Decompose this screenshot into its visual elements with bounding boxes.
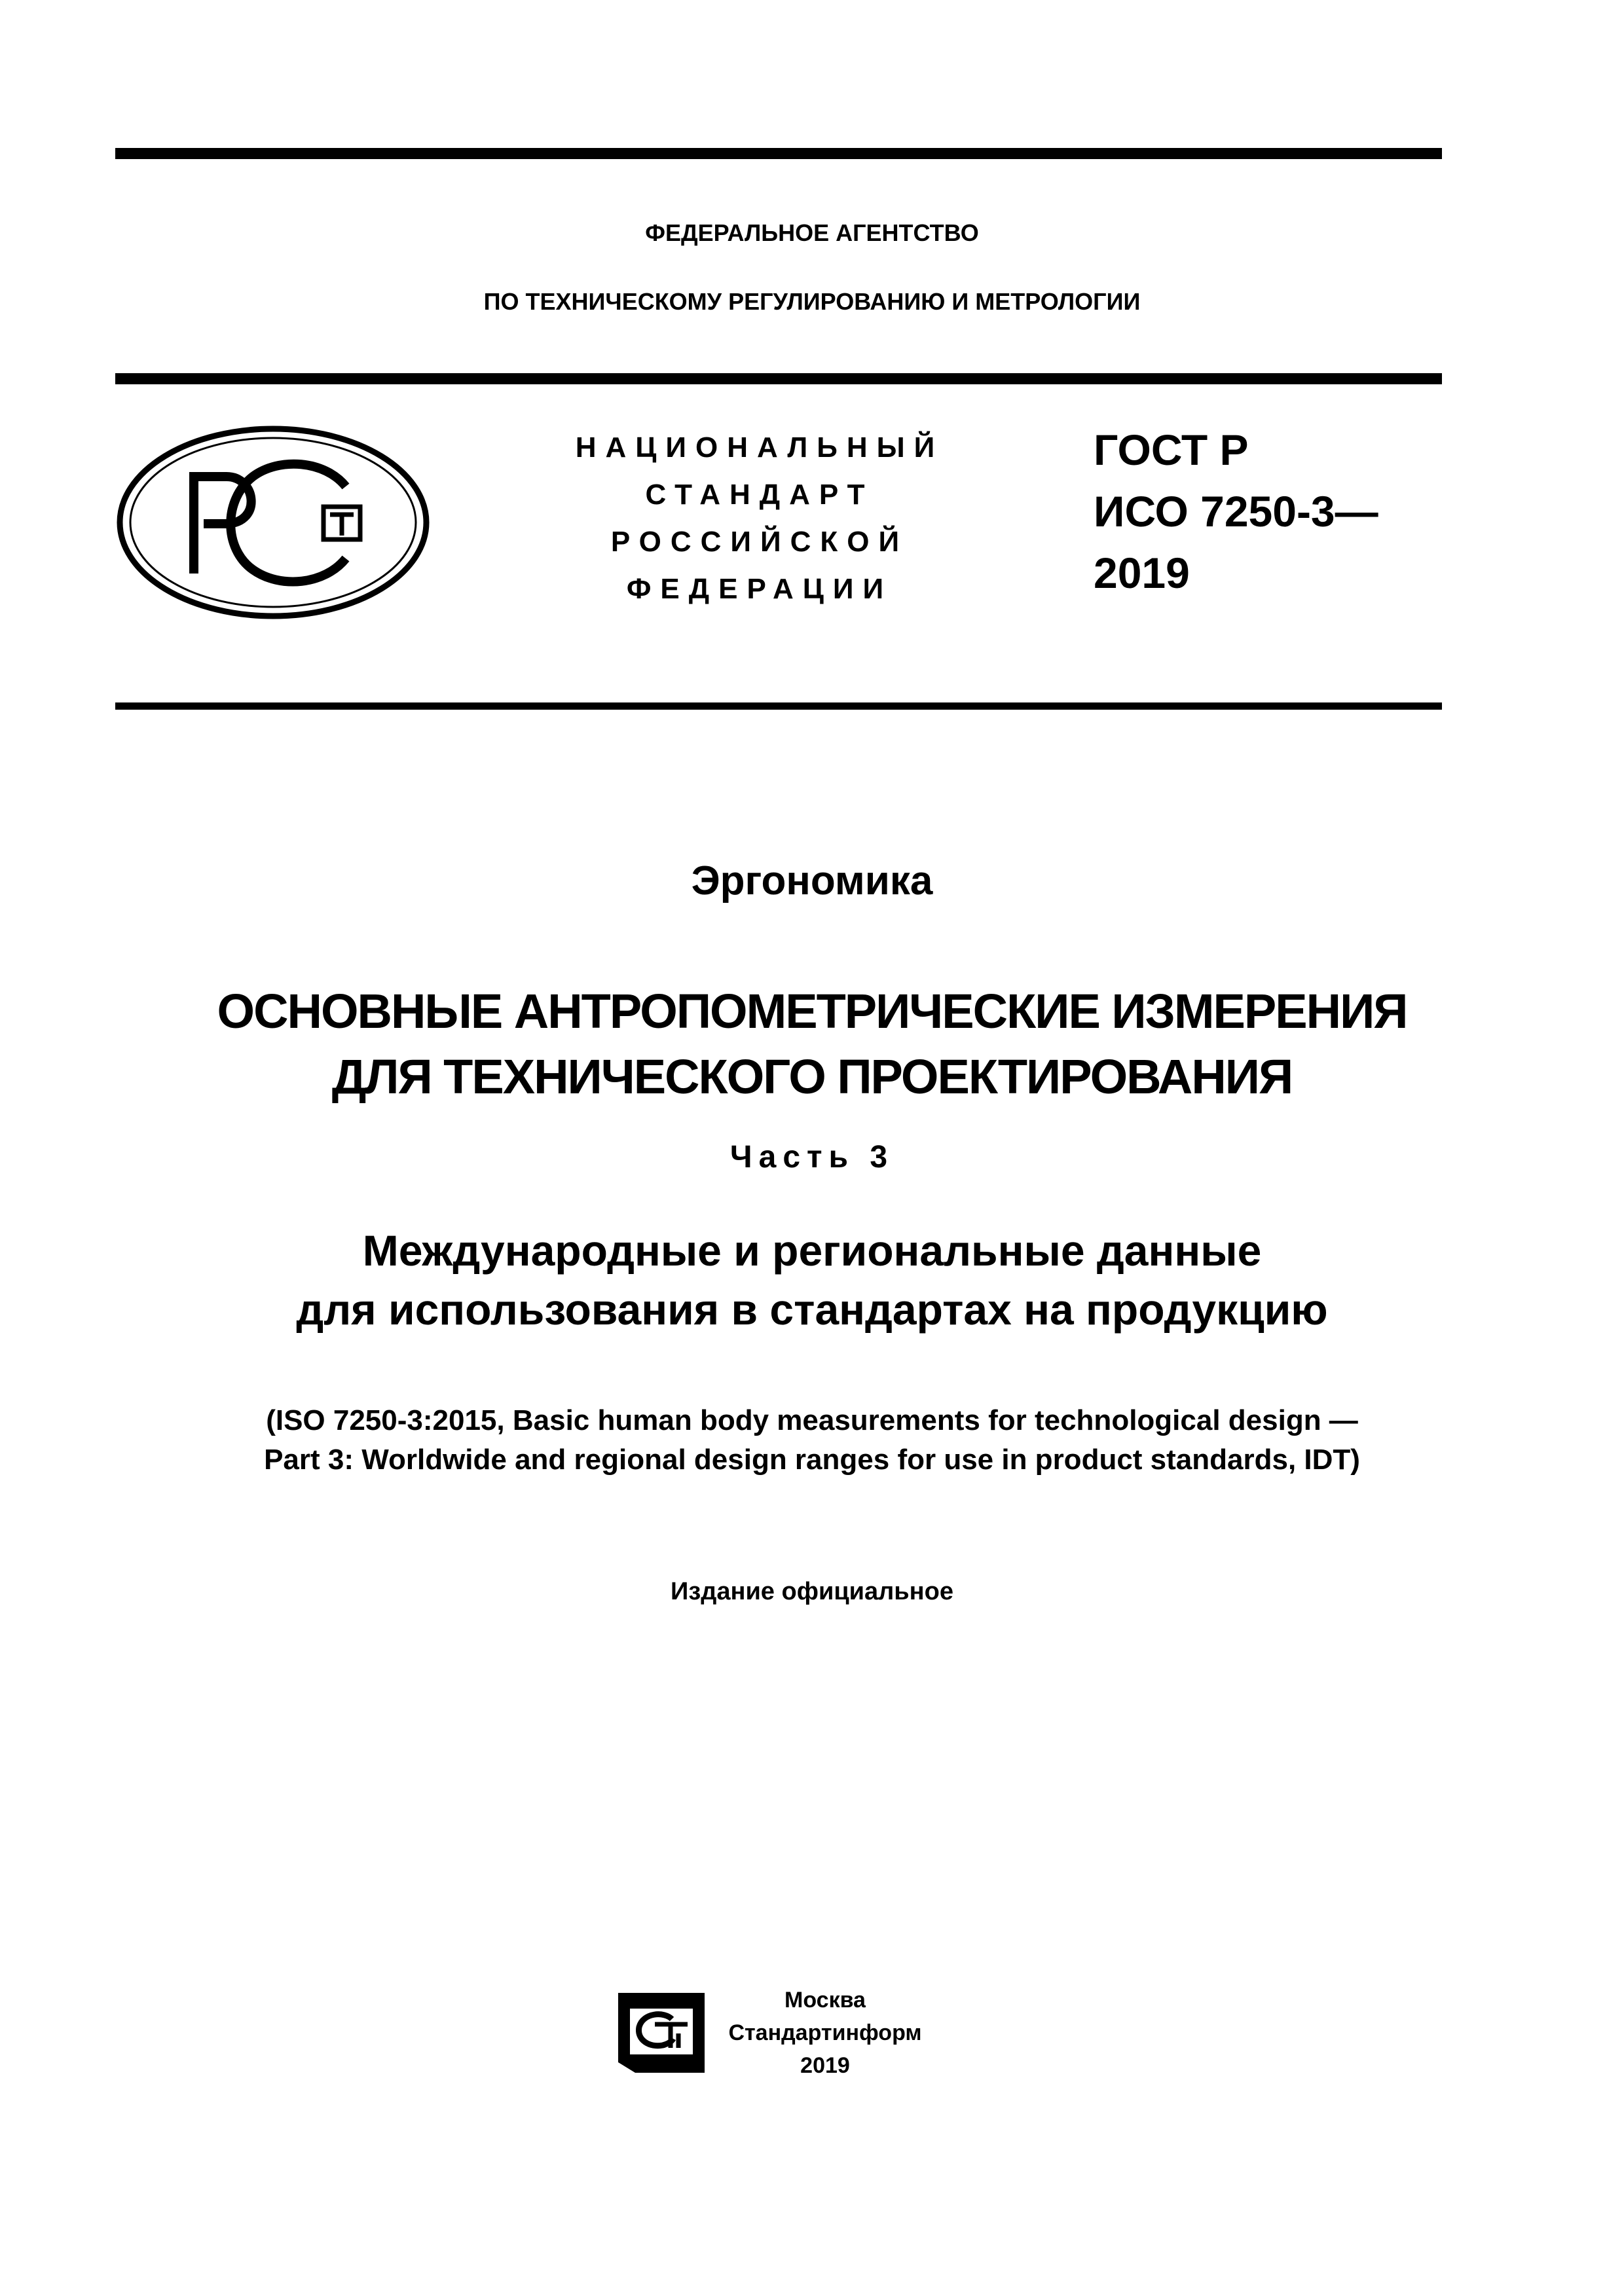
main-title-line-1: ОСНОВНЫЕ АНТРОПОМЕТРИЧЕСКИЕ ИЗМЕРЕНИЯ <box>217 984 1407 1038</box>
national-label-line-1: НАЦИОНАЛЬНЫЙ <box>575 431 944 464</box>
national-label-line-4: ФЕДЕРАЦИИ <box>626 573 893 605</box>
iso-reference-line-2: Part 3: Worldwide and regional design ranges for use in product standards, IDT) <box>264 1444 1360 1476</box>
designation-line-3: 2019 <box>1094 549 1190 597</box>
publisher-imprint <box>720 1984 930 2082</box>
top-rule <box>115 148 1442 159</box>
subtitle-line-1: Международные и региональные данные <box>362 1226 1262 1275</box>
publication-year: 2019 <box>800 2053 850 2078</box>
middle-rule <box>115 373 1442 384</box>
publisher-name: Стандартинформ <box>728 2020 922 2045</box>
main-title-line-2: ДЛЯ ТЕХНИЧЕСКОГО ПРОЕКТИРОВАНИЯ <box>331 1049 1293 1104</box>
part-number: Часть 3 <box>729 1140 895 1175</box>
standard-designation <box>1094 419 1378 604</box>
iso-reference-line-1: (ISO 7250-3:2015, Basic human body measurements for technological design — <box>266 1404 1358 1436</box>
agency-line-1: ФЕДЕРАЛЬНОЕ АГЕНТСТВО <box>645 219 979 246</box>
national-label-line-3: РОССИЙСКОЙ <box>610 526 909 558</box>
lower-rule <box>115 702 1442 710</box>
agency-line-2: ПО ТЕХНИЧЕСКОМУ РЕГУЛИРОВАНИЮ И МЕТРОЛОГИИ <box>483 288 1141 315</box>
subtitle-line-2: для использования в стандартах на продукцию <box>296 1285 1328 1334</box>
standartinform-logo-icon <box>616 1990 707 2075</box>
designation-line-2: ИСО 7250-3— <box>1094 487 1378 536</box>
designation-line-1: ГОСТ Р <box>1094 426 1249 474</box>
edition-note: Издание официальное <box>671 1578 953 1605</box>
domain-heading: Эргономика <box>691 858 933 903</box>
rst-certification-mark-icon <box>115 424 431 621</box>
publisher-city: Москва <box>784 1988 866 2013</box>
national-label-line-2: СТАНДАРТ <box>645 479 874 511</box>
national-standard-label <box>537 424 982 613</box>
